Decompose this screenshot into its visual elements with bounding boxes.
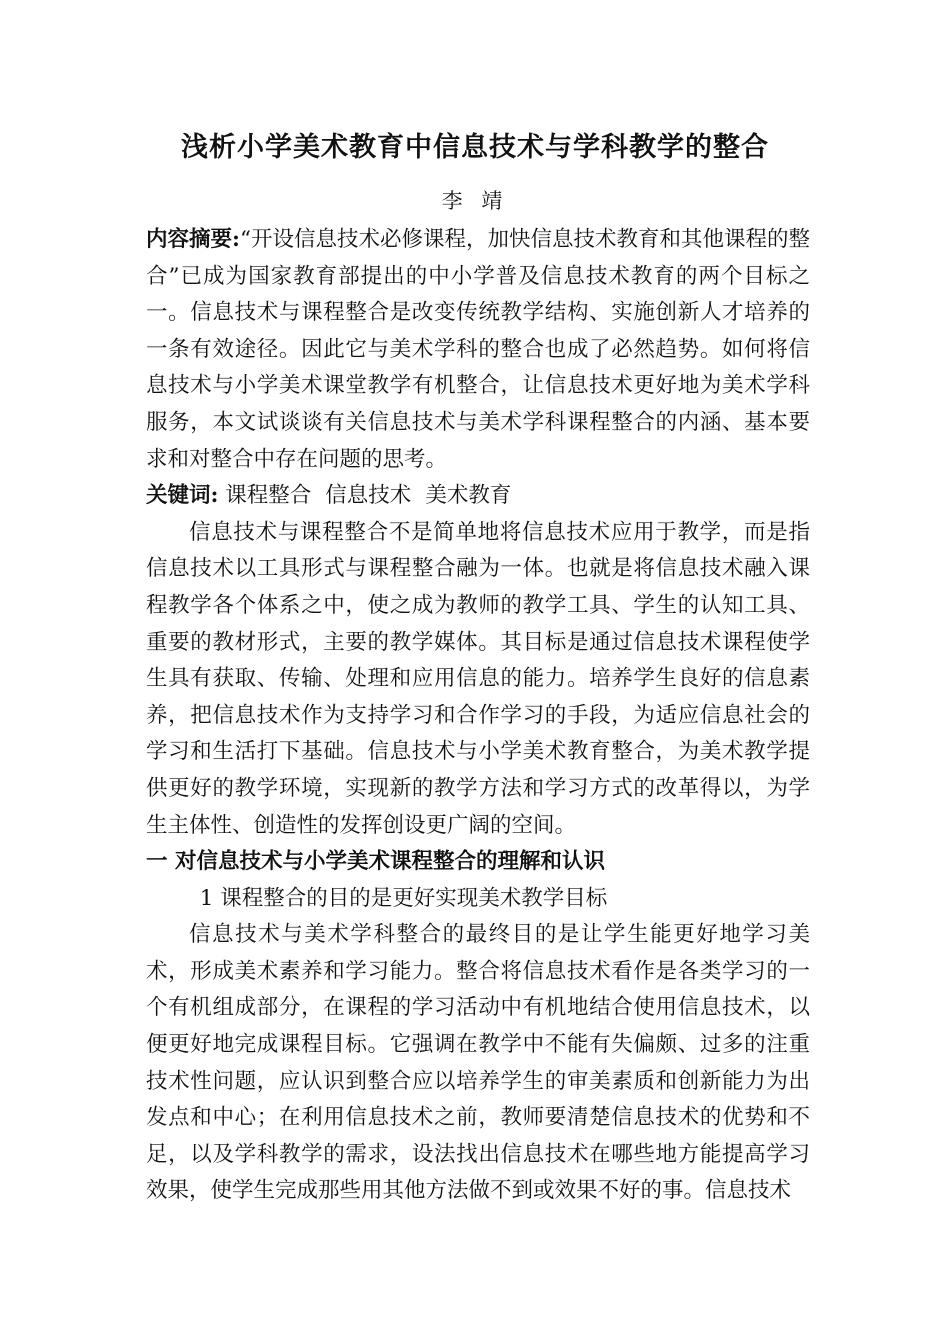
abstract-paragraph xyxy=(146,222,810,478)
keyword-item: 课程整合 xyxy=(225,483,312,509)
keywords-line xyxy=(146,478,810,515)
abstract-text: “开设信息技术必修课程，加快信息技术教育和其他课程的整合”已成为国家教育部提出的中小学普及信息技术教育的两个目标之一。信息技术与课程整合是改变传统教学结构、实施创新人才培养的一条有效途径。因此它与美术学科的整合也成了必然趋势。如何将信息技术与小学美术课堂教学有机整合，让信息技术更好地为美术学科服务，本文试谈谈有关信息技术与美术学科课程整合的内涵、基本要求和对整合中存在问题的思考。 xyxy=(146,227,811,472)
subsection-heading: 1 课程整合的目的是更好实现美术教学目标 xyxy=(199,885,608,911)
keyword-item: 美术教育 xyxy=(425,483,512,509)
abstract-label: 内容摘要: xyxy=(146,227,240,252)
intro-paragraph: 信息技术与课程整合不是简单地将信息技术应用于教学，而是指信息技术以工具形式与课程整合融为一体。也就是将信息技术融入课程教学各个体系之中，使之成为教师的教学工具、学生的认知工具、重要的教材形式，主要的教学媒体。其目标是通过信息技术课程使学生具有获取、传输、处理和应用信息的能力。培养学生良好的信息素养，把信息技术作为支持学习和合作学习的手段，为适应信息社会的学习和生活打下基础。信息技术与小学美术教育整合，为美术教学提供更好的教学环境，实现新的教学方法和学习方式的改革得以，为学生主体性、创造性的发挥创设更广阔的空间。 xyxy=(146,519,810,838)
document-author: 李 靖 xyxy=(441,189,509,213)
keyword-item: 信息技术 xyxy=(325,483,412,509)
document-body xyxy=(146,222,810,1210)
subsection-paragraph: 信息技术与美术学科整合的最终目的是让学生能更好地学习美术，形成美术素养和学习能力。整合将信息技术看作是各类学习的一个有机组成部分，在课程的学习活动中有机地结合使用信息技术，以便更好地完成课程目标。它强调在教学中不能有失偏颇、过多的注重技术性问题，应认识到整合应以培养学生的审美素质和创新能力为出发点和中心；在利用信息技术之前，教师要清楚信息技术的优势和不足，以及学科教学的需求，设法找出信息技术在哪些地方能提高学习效果，使学生完成那些用其他方法做不到或效果不好的事。信息技术 xyxy=(146,922,810,1204)
document-title: 浅析小学美术教育中信息技术与学科教学的整合 xyxy=(181,132,769,163)
keywords-label: 关键词: xyxy=(146,483,219,509)
section-heading: 一 对信息技术与小学美术课程整合的理解和认识 xyxy=(146,849,605,875)
